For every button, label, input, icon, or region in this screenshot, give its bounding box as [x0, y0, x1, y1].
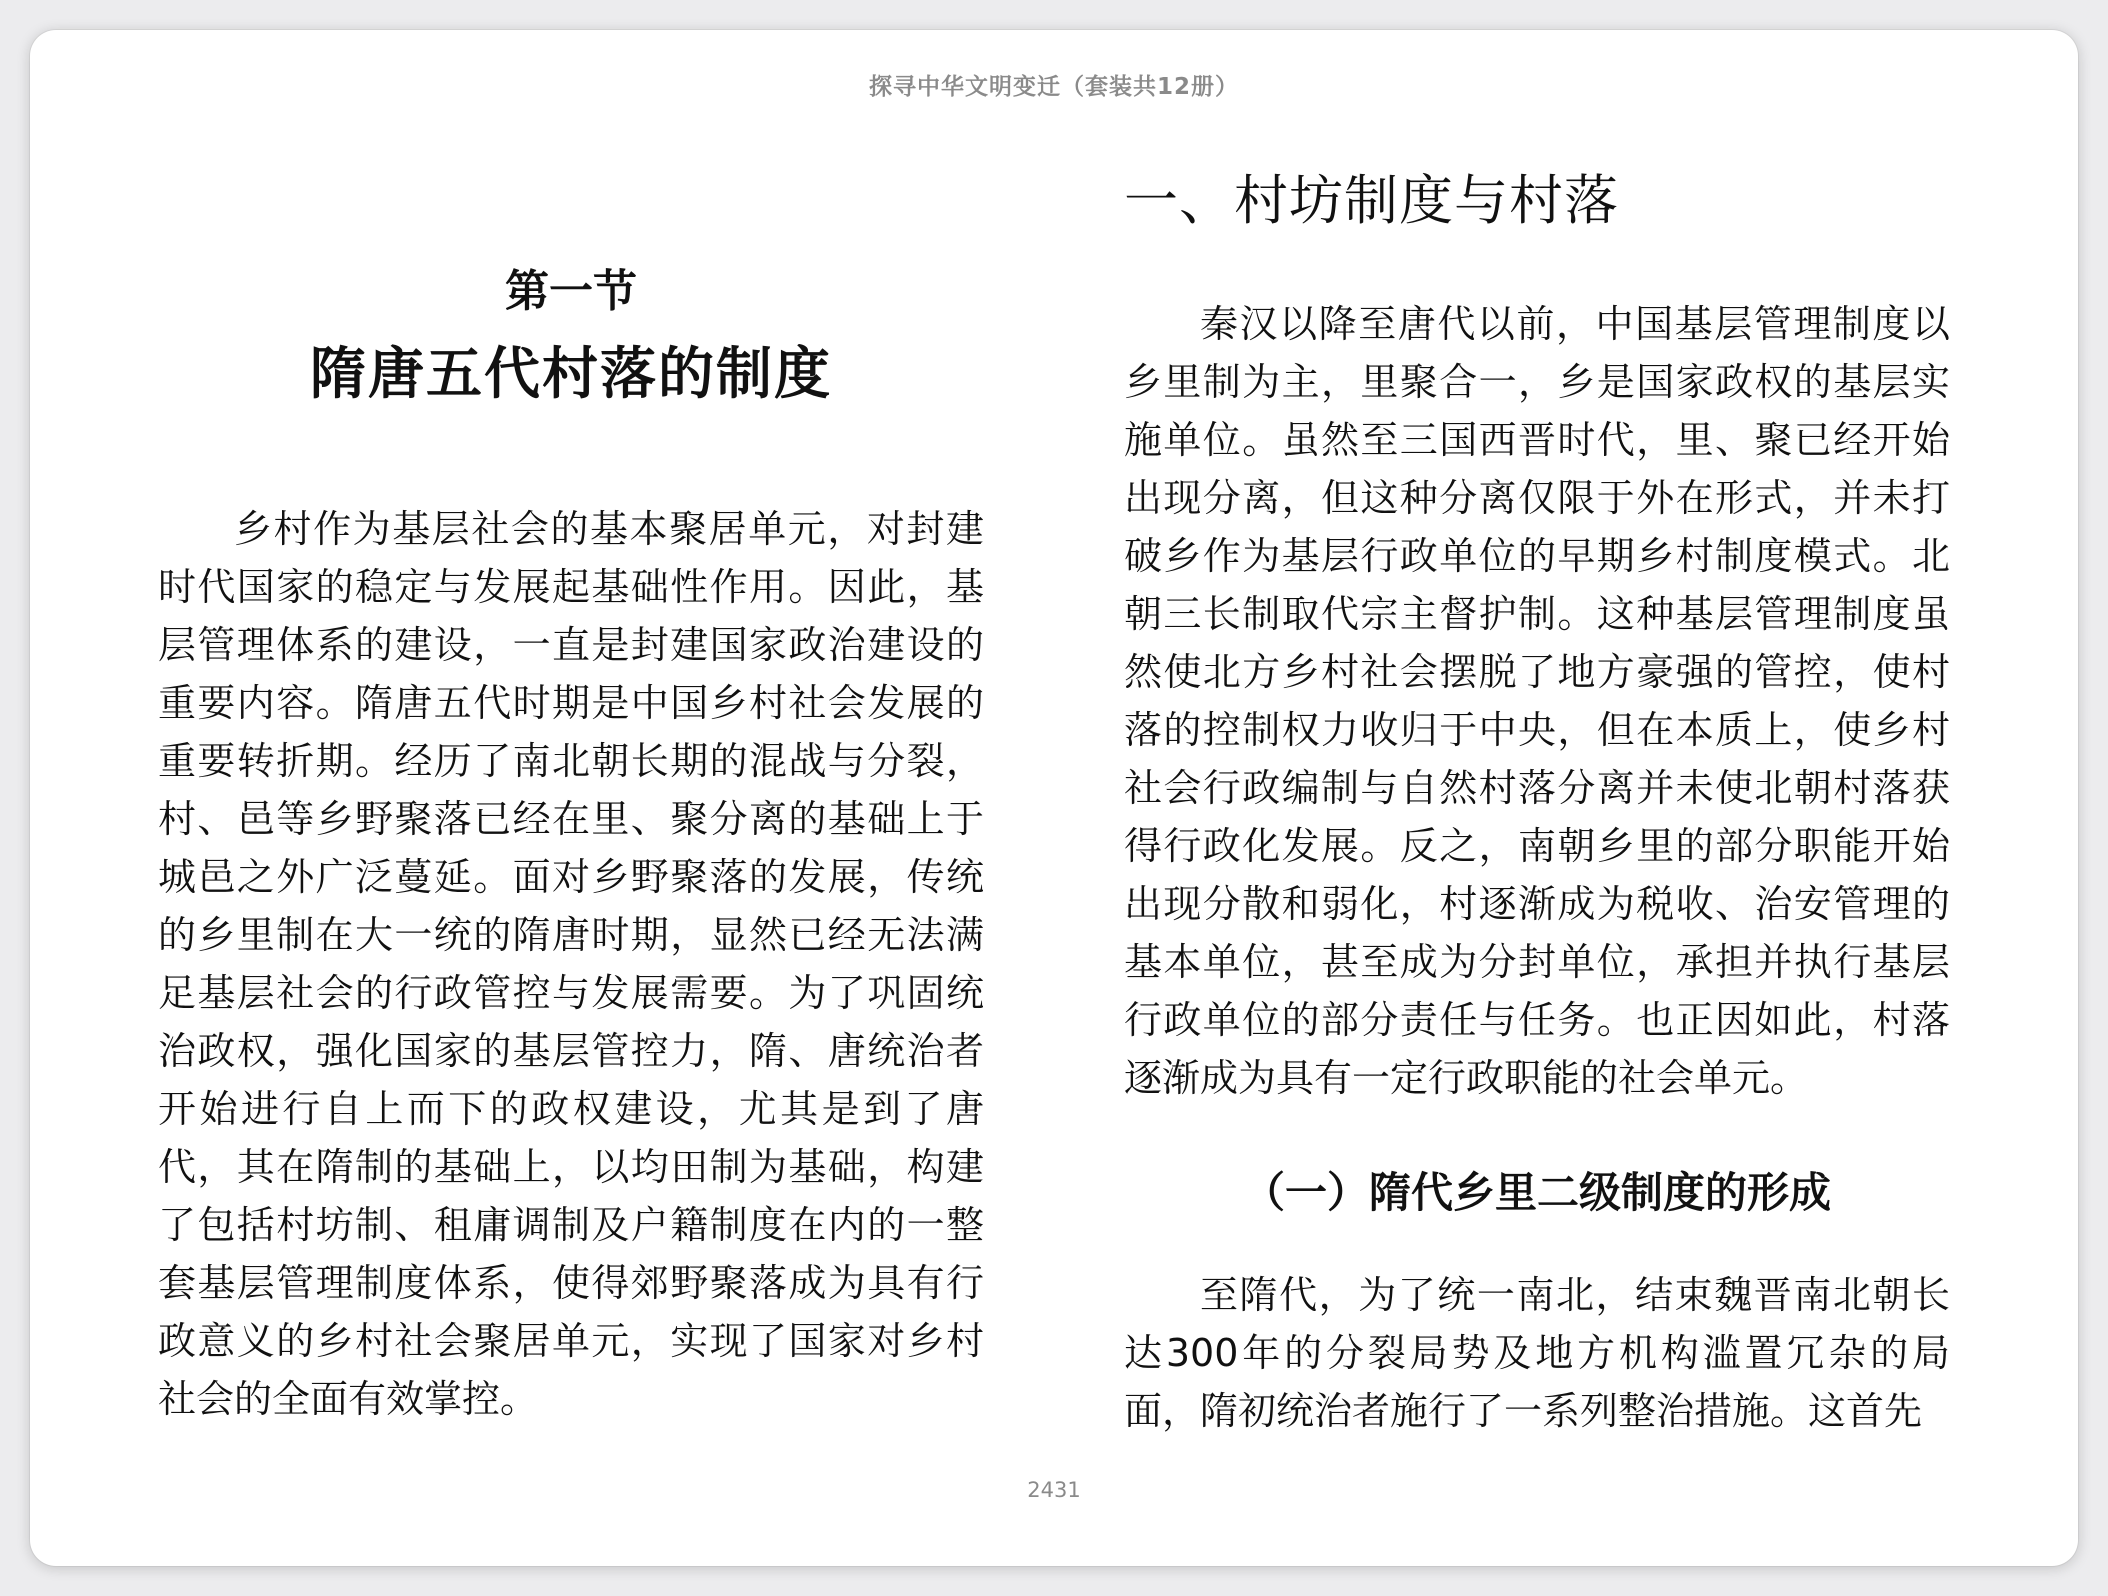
right-paragraph-2: 至隋代，为了统一南北，结束魏晋南北朝长达300年的分裂局势及地方机构滥置冗杂的局面，隋初统治者施行了一系列整治措施。这首先: [1124, 1273, 1950, 1433]
sub-heading: （一）隋代乡里二级制度的形成: [1242, 1168, 1831, 1217]
page-number: 2431: [1027, 1478, 1081, 1502]
reader-window: [30, 30, 2078, 1566]
left-paragraph-1: 乡村作为基层社会的基本聚居单元，对封建时代国家的稳定与发展起基础性作用。因此，基层管理体系的建设，一直是封建国家政治建设的重要内容。隋唐五代时期是中国乡村社会发展的重要转折期。经历了南北朝长期的混战与分裂，村、邑等乡野聚落已经在里、聚分离的基础上于城邑之外广泛蔓延。面对乡野聚落的发展，传统的乡里制在大一统的隋唐时期，显然已经无法满足基层社会的行政管控与发展需要。为了巩固统治政权，强化国家的基层管控力，隋、唐统治者开始进行自上而下的政权建设，尤其是到了唐代，其在隋制的基础上，以均田制为基础，构建了包括村坊制、租庸调制及户籍制度在内的一整套基层管理制度体系，使得郊野聚落成为具有行政意义的乡村社会聚居单元，实现了国家对乡村社会的全面有效掌控。: [158, 507, 984, 1421]
section-title: 隋唐五代村落的制度: [310, 342, 832, 407]
book-title: 探寻中华文明变迁（套装共12册）: [868, 74, 1239, 100]
right-paragraph-1: 秦汉以降至唐代以前，中国基层管理制度以乡里制为主，里聚合一，乡是国家政权的基层实施单位。虽然至三国西晋时代，里、聚已经开始出现分离，但这种分离仅限于外在形式，并未打破乡作为基层行政单位的早期乡村制度模式。北朝三长制取代宗主督护制。这种基层管理制度虽然使北方乡村社会摆脱了地方豪强的管控，使村落的控制权力收归于中央，但在本质上，使乡村社会行政编制与自然村落分离并未使北朝村落获得行政化发展。反之，南朝乡里的部分职能开始出现分散和弱化，村逐渐成为税收、治安管理的基本单位，甚至成为分封单位，承担并执行基层行政单位的部分责任与任务。也正因如此，村落逐渐成为具有一定行政职能的社会单元。: [1124, 302, 1950, 1100]
chapter-heading: 一、村坊制度与村落: [1124, 169, 1619, 232]
section-label: 第一节: [505, 266, 637, 317]
